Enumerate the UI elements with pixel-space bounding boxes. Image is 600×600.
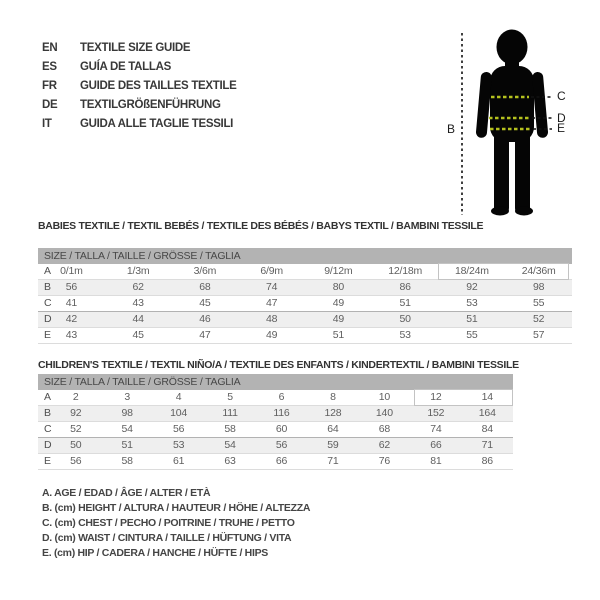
size-value: 41 — [65, 297, 78, 309]
table-header: SIZE / TALLA / TAILLE / GRÖSSE / TAGLIA — [38, 374, 513, 390]
chest-label: C — [557, 89, 566, 103]
size-value: 53 — [399, 329, 411, 341]
size-value: 14 — [481, 391, 493, 403]
child-measurement-figure — [440, 10, 590, 225]
language-code: ES — [42, 61, 57, 73]
size-value: 98 — [532, 281, 545, 293]
size-value: 74 — [265, 281, 278, 293]
size-value: 62 — [132, 281, 144, 293]
table-row — [38, 422, 513, 438]
size-value: 12/18m — [388, 265, 423, 277]
language-title: TEXTILGRÖßENFÜHRUNG — [80, 99, 221, 111]
size-value: 52 — [532, 313, 545, 325]
row-label: A — [44, 391, 52, 403]
language-title: GUÍA DE TALLAS — [80, 61, 171, 73]
size-value: 60 — [275, 423, 288, 435]
size-value: 9/12m — [324, 265, 353, 277]
size-value: 50 — [399, 313, 411, 325]
size-value: 50 — [70, 439, 82, 451]
size-value: 44 — [132, 313, 144, 325]
language-title: TEXTILE SIZE GUIDE — [80, 42, 191, 54]
size-value: 56 — [275, 439, 288, 451]
legend-line: D. (cm) WAIST / CINTURA / TAILLE / HÜFTUNG / VITA — [42, 532, 292, 544]
row-label: B — [44, 281, 52, 293]
language-title: GUIDA ALLE TAGLIE TESSILI — [80, 118, 234, 130]
size-value: 63 — [224, 455, 236, 467]
size-value: 6/9m — [260, 265, 283, 277]
row-label: B — [44, 407, 52, 419]
size-value: 2 — [72, 391, 79, 403]
language-code: FR — [42, 80, 57, 92]
measurement-legend — [42, 486, 310, 561]
language-row — [42, 39, 237, 58]
size-value: 56 — [70, 455, 82, 467]
table-row — [38, 264, 572, 280]
language-code: DE — [42, 99, 58, 111]
size-value: 98 — [121, 407, 133, 419]
size-value: 74 — [430, 423, 442, 435]
table-rows — [38, 390, 513, 470]
size-value: 86 — [399, 281, 411, 293]
legend-line: E. (cm) HIP / CADERA / HANCHE / HÜFTE / HIPS — [42, 547, 268, 559]
language-row — [42, 96, 237, 115]
babies-table-title: BABIES TEXTILE / TEXTIL BEBÉS / TEXTILE DES BÉBÉS / BABYS TEXTIL / BAMBINI TESSILE — [38, 220, 484, 232]
size-value: 43 — [132, 297, 144, 309]
height-label: B — [447, 122, 456, 136]
size-value: 76 — [378, 455, 391, 467]
size-value: 49 — [332, 297, 345, 309]
child-silhouette-graphic — [445, 12, 575, 222]
size-value: 62 — [378, 439, 391, 451]
table-row — [38, 454, 513, 470]
size-value: 111 — [222, 407, 238, 419]
size-value: 55 — [532, 297, 545, 309]
size-value: 52 — [70, 423, 82, 435]
waist-label: D — [557, 111, 566, 125]
size-value: 49 — [265, 329, 278, 341]
size-value: 140 — [375, 407, 393, 419]
size-value: 64 — [327, 423, 339, 435]
babies-size-table — [38, 248, 572, 344]
table-header: SIZE / TALLA / TAILLE / GRÖSSE / TAGLIA — [38, 248, 572, 264]
row-label: C — [44, 297, 52, 309]
language-code: EN — [42, 42, 58, 54]
size-value: 48 — [265, 313, 278, 325]
size-value: 152 — [427, 407, 445, 419]
size-value: 12 — [430, 391, 442, 403]
size-value: 47 — [265, 297, 278, 309]
size-value: 51 — [121, 439, 133, 451]
table-row — [38, 406, 513, 422]
row-label: D — [44, 439, 52, 451]
size-value: 5 — [227, 391, 233, 403]
row-label: D — [44, 313, 52, 325]
size-value: 164 — [478, 407, 496, 419]
size-value: 61 — [172, 455, 185, 467]
language-row — [42, 77, 237, 96]
size-value: 68 — [199, 281, 211, 293]
language-title: GUIDE DES TAILLES TEXTILE — [80, 80, 237, 92]
size-value: 58 — [121, 455, 133, 467]
size-value: 56 — [172, 423, 185, 435]
language-title-list — [42, 39, 237, 134]
language-row — [42, 58, 237, 77]
table-row — [38, 296, 572, 312]
row-label: A — [44, 265, 52, 277]
size-value: 71 — [481, 439, 493, 451]
row-label: E — [44, 455, 52, 467]
size-value: 54 — [121, 423, 133, 435]
size-value: 53 — [466, 297, 478, 309]
size-value: 81 — [430, 455, 442, 467]
size-value: 116 — [273, 407, 290, 419]
legend-line: A. AGE / EDAD / ÂGE / ALTER / ETÀ — [42, 487, 211, 499]
table-row — [38, 312, 572, 328]
table-row — [38, 328, 572, 344]
size-value: 68 — [378, 423, 391, 435]
language-code: IT — [42, 118, 52, 130]
table-rows — [38, 264, 572, 344]
size-value: 43 — [65, 329, 78, 341]
size-value: 0/1m — [60, 265, 83, 277]
language-row — [42, 115, 237, 134]
size-value: 6 — [278, 391, 285, 403]
size-value: 86 — [481, 455, 493, 467]
child-silhouette — [476, 30, 549, 216]
table-row — [38, 438, 513, 454]
children-size-table — [38, 374, 513, 470]
size-value: 92 — [70, 407, 82, 419]
hip-label: E — [557, 121, 566, 135]
size-value: 46 — [199, 313, 211, 325]
size-value: 45 — [132, 329, 144, 341]
size-value: 3/6m — [193, 265, 217, 277]
size-value: 128 — [324, 407, 342, 419]
row-label: E — [44, 329, 52, 341]
size-value: 71 — [327, 455, 339, 467]
size-value: 56 — [65, 281, 78, 293]
size-value: 3 — [124, 391, 130, 403]
size-value: 84 — [481, 423, 493, 435]
size-value: 51 — [332, 329, 345, 341]
legend-line: B. (cm) HEIGHT / ALTURA / HAUTEUR / HÖHE / ALTEZZA — [42, 502, 311, 514]
size-value: 45 — [199, 297, 211, 309]
children-table-title: CHILDREN'S TEXTILE / TEXTIL NIÑO/A / TEXTILE DES ENFANTS / KINDERTEXTIL / BAMBINI TESSILE — [38, 359, 519, 371]
table-row — [38, 280, 572, 296]
size-value: 51 — [399, 297, 411, 309]
row-label: C — [44, 423, 52, 435]
table-row — [38, 390, 513, 406]
size-value: 54 — [224, 439, 236, 451]
size-value: 66 — [275, 455, 288, 467]
size-value: 42 — [65, 313, 78, 325]
size-value: 57 — [532, 329, 545, 341]
size-value: 66 — [430, 439, 442, 451]
size-value: 18/24m — [454, 265, 489, 277]
size-value: 51 — [466, 313, 478, 325]
legend-line: C. (cm) CHEST / PECHO / POITRINE / TRUHE / PETTO — [42, 517, 295, 529]
size-value: 104 — [170, 407, 188, 419]
size-value: 58 — [224, 423, 236, 435]
size-value: 24/36m — [521, 265, 556, 277]
size-value: 1/3m — [126, 265, 150, 277]
size-value: 8 — [330, 391, 336, 403]
size-value: 10 — [378, 391, 391, 403]
size-value: 55 — [466, 329, 478, 341]
size-value: 4 — [175, 391, 182, 403]
size-value: 47 — [199, 329, 211, 341]
size-value: 92 — [466, 281, 478, 293]
size-value: 53 — [172, 439, 185, 451]
size-value: 80 — [332, 281, 345, 293]
size-value: 59 — [327, 439, 339, 451]
size-value: 49 — [332, 313, 345, 325]
